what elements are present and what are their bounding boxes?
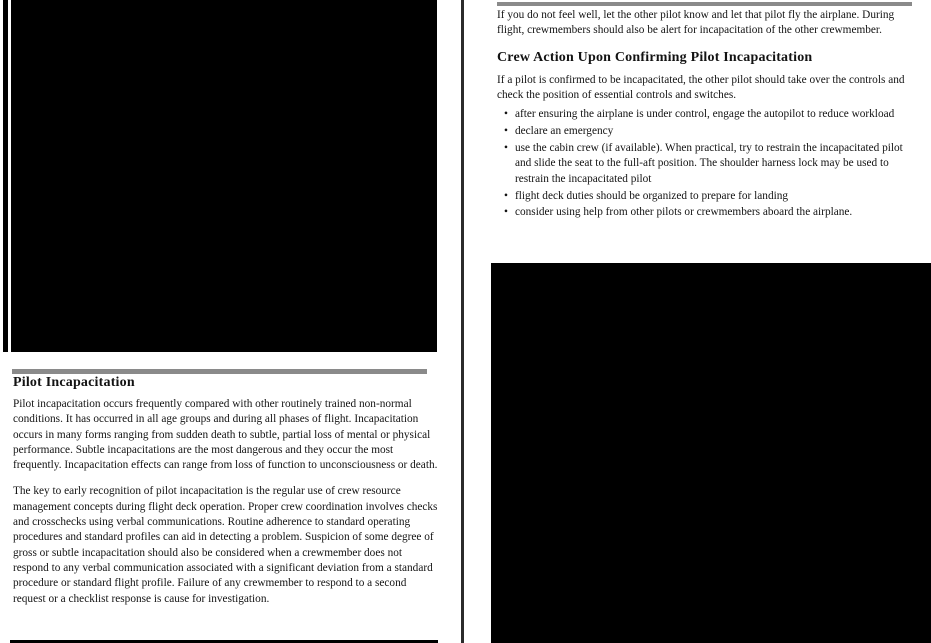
- list-item-text: declare an emergency: [515, 125, 614, 138]
- right-text-column: [497, 8, 911, 222]
- list-item: [497, 189, 911, 204]
- right-top-rule: [497, 2, 912, 6]
- bullet-icon: •: [504, 125, 508, 138]
- bullet-icon: •: [504, 189, 508, 202]
- left-paragraph-1: Pilot incapacitation occurs frequently compared with other routinely trained non-normal conditions. It has occurred in all age groups and during all phases of flight. Incapacitation occurs in many forms ranging from sudden death to subtle, partial loss of mental or physical performance. Subtle incapacitations are the most dangerous and they occur the most frequently. Incapacitation effects can range from loss of function to unconsciousness or death.: [13, 398, 438, 472]
- left-redacted-figure: [11, 0, 437, 352]
- list-item-text: after ensuring the airplane is under control, engage the autopilot to reduce workload: [515, 108, 895, 121]
- right-paragraph-1: If a pilot is confirmed to be incapacitated, the other pilot should take over the controls and check the position of essential controls and switches.: [497, 73, 905, 102]
- left-figure-edge-strip: [3, 0, 8, 352]
- right-intro-paragraph: If you do not feel well, let the other pilot know and let that pilot fly the airplane. During flight, crewmembers should also be alert for incapacitation of the other crewmember.: [497, 9, 895, 37]
- right-redacted-figure: [491, 263, 931, 643]
- list-item-text: flight deck duties should be organized to prepare for landing: [515, 189, 789, 202]
- left-paragraph-2: The key to early recognition of pilot incapacitation is the regular use of crew resource management concepts during flight deck operation. Proper crew coordination involves checks and crosschecks using verbal communications. Routine adherence to standard operating procedures and standard profiles can aid in detecting a problem. Suspicion of some degree of gross or subtle incapacitation should also be considered when a crewmember does not respond to any verbal communication associated with a significant deviation from a standard procedure or standard flight profile. Failure of any crewmember to respond to a second request or a checklist response is cause for investigation.: [13, 485, 438, 605]
- bullet-icon: •: [504, 206, 508, 219]
- right-section-heading: Crew Action Upon Confirming Pilot Incapacitation: [497, 49, 813, 65]
- page-separator-line: [461, 0, 464, 643]
- left-section-rule: [12, 369, 427, 374]
- bullet-icon: •: [504, 108, 508, 121]
- bullet-icon: •: [504, 142, 508, 155]
- list-item: [497, 107, 911, 122]
- left-text-column: [13, 375, 438, 617]
- list-item: [497, 141, 911, 187]
- list-item: [497, 124, 911, 139]
- list-item: [497, 205, 911, 220]
- list-item-text: use the cabin crew (if available). When practical, try to restrain the incapacitated pilot and slide the seat to the full-aft position. The shoulder harness lock may be used to restrain the incapacitated pilot: [515, 142, 903, 185]
- list-item-text: consider using help from other pilots or crewmembers aboard the airplane.: [515, 206, 853, 219]
- crew-action-bullet-list: [497, 107, 911, 220]
- left-section-heading: Pilot Incapacitation: [13, 375, 135, 390]
